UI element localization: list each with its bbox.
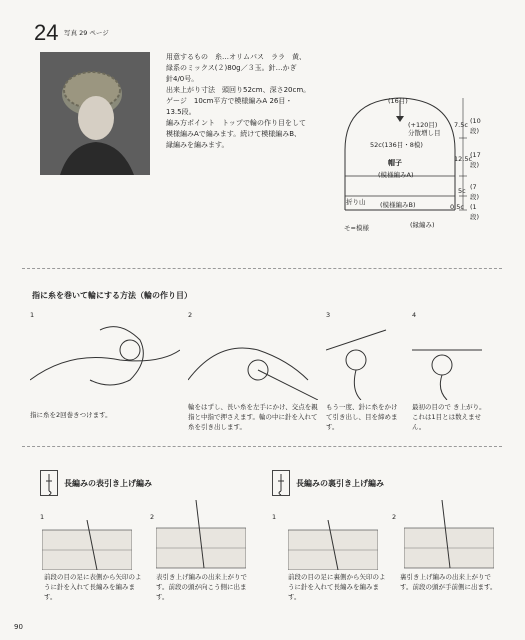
schematic-pattern-a: (模様編みA) <box>378 171 414 179</box>
dimension-label: 7.5c <box>454 121 468 129</box>
point-line: 編み方ポイント トップで輪の作り目をして <box>166 119 306 127</box>
materials-line: 用意するもの 糸…オリムパス ララ 黄、 <box>166 53 306 61</box>
pattern-number: 24 <box>34 20 59 45</box>
photo-reference: 写真 29 ページ <box>64 29 109 37</box>
front-post-icon <box>41 471 57 495</box>
dimension-rows: (1段) <box>470 203 480 221</box>
step-number: 2 <box>188 311 193 319</box>
dimension-label: 12.5c <box>454 155 473 163</box>
back-post-icon <box>273 471 289 495</box>
hook-illustration <box>326 320 396 400</box>
schematic-pattern-b: (模様編みB) <box>380 201 416 209</box>
schematic-title: 帽子 <box>388 159 402 167</box>
page-number: 90 <box>14 623 23 631</box>
hat-schematic <box>330 90 490 240</box>
hand-illustration <box>30 320 180 400</box>
step-text: 輪をはずし、長い糸を左手にかけ、交点を親指と中指で押さえます。輪の中に針を入れて糸を引き出します。 <box>188 403 318 431</box>
stitch-illustration <box>156 500 246 570</box>
schematic-fold: 折り山 <box>346 198 366 206</box>
divider <box>22 446 502 447</box>
step-number: 4 <box>412 311 417 319</box>
schematic-edge: (縁編み) <box>410 221 435 229</box>
dimension-rows: (17段) <box>470 151 481 169</box>
step-number: 2 <box>150 513 155 521</box>
stitch-illustration <box>42 520 132 570</box>
hook-illustration <box>412 320 482 400</box>
section-title-front-post: 長編みの表引き上げ編み <box>64 479 152 488</box>
stitch-illustration <box>288 520 378 570</box>
stitch-illustration <box>404 500 494 570</box>
stitch-symbol-front-post <box>40 470 58 496</box>
schematic-top-label: (16目) <box>388 97 408 105</box>
step-number: 1 <box>30 311 35 319</box>
hand-illustration <box>188 320 318 400</box>
step-text: 裏引き上げ編みの出来上がりです。前段の頭が手前側に出ます。 <box>400 573 497 591</box>
gauge-line: 13.5段。 <box>166 108 196 116</box>
step-text: もう一度、針に糸をかけて引き出し、目を締めます。 <box>326 403 398 431</box>
step-text: 表引き上げ編みの出来上がりです。前段の頭が向こう側に出ます。 <box>156 573 247 601</box>
schematic-circumference: 52c(136目・8模) <box>370 141 423 149</box>
schematic-drawing <box>330 90 490 240</box>
section-title-back-post: 長編みの裏引き上げ編み <box>296 479 384 488</box>
step-number: 3 <box>326 311 331 319</box>
schematic-legend: モ=模様 <box>344 224 369 232</box>
point-line: 模様編みAで編みます。続けて模様編みB、 <box>166 130 302 138</box>
magic-ring-steps <box>30 310 490 430</box>
divider <box>22 268 502 269</box>
materials-line: 針4/0号。 <box>166 75 199 83</box>
dimension-label: 0.5c <box>450 203 464 211</box>
step-text: 指に糸を2回巻きつけます。 <box>30 411 112 419</box>
dimension-rows: (7段) <box>470 183 480 201</box>
dimension-label: 5c <box>458 187 466 195</box>
materials-block <box>166 52 336 151</box>
gauge-line: ゲージ 10cm平方で模様編みA 26目・ <box>166 97 293 105</box>
step-text: 前段の目の足に裏側から矢印のように針を入れて長編みを編みます。 <box>288 573 386 601</box>
materials-line: 緑系のミックス(２)80g／３玉。針…かぎ <box>166 64 297 72</box>
model-photo <box>40 52 150 175</box>
step-text: 前段の目の足に表側から矢印のように針を入れて長編みを編みます。 <box>44 573 142 601</box>
step-text: 最初の目ので き上がり。これは1目とは数えません。 <box>412 403 486 431</box>
point-line: 縁編みを編みます。 <box>166 141 229 149</box>
schematic-increase-note: 分散増し目 <box>408 129 441 137</box>
step-number: 1 <box>272 513 277 521</box>
hat-photo-illustration <box>40 52 150 175</box>
schematic-increase-label: (+120目) <box>408 121 438 129</box>
step-number: 2 <box>392 513 397 521</box>
size-line: 出来上がり寸法 頭回り52cm、深さ20cm。 <box>166 86 311 94</box>
dimension-rows: (10段) <box>470 117 481 135</box>
step-number: 1 <box>40 513 45 521</box>
stitch-symbol-back-post <box>272 470 290 496</box>
section-title-magic-ring: 指に糸を巻いて輪にする方法（輪の作り目） <box>32 291 192 300</box>
